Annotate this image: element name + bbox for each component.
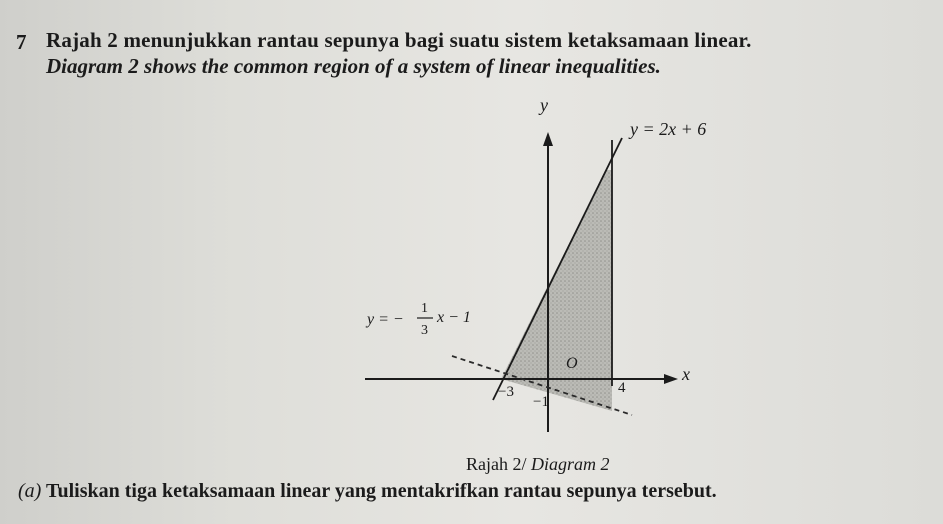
part-a: [18, 480, 717, 503]
diagram-caption: [466, 454, 610, 475]
line-1-label: y = 2x + 6: [630, 119, 707, 139]
y-axis-arrow: [543, 132, 553, 146]
line-2-fraction-denominator: 3: [421, 323, 428, 338]
question-text-english: Diagram 2 shows the common region of a system of linear inequalities.: [46, 54, 661, 78]
x-axis-arrow: [664, 374, 678, 384]
part-a-letter: (a): [18, 480, 42, 502]
caption-english: Diagram 2: [531, 454, 610, 474]
tick-label-x-negative: −3: [498, 384, 514, 400]
tick-label-x-positive: 4: [618, 380, 626, 396]
line-2-label-right: x − 1: [437, 309, 471, 326]
x-axis-label: x: [682, 364, 690, 384]
caption-malay: Rajah 2/: [466, 454, 527, 474]
origin-label: O: [566, 355, 578, 372]
line-2-label-left: y = −: [367, 311, 404, 328]
question-number: 7: [16, 30, 27, 54]
tick-label-y-negative: −1: [533, 394, 549, 410]
part-a-text: Tuliskan tiga ketaksamaan linear yang mentakrifkan rantau sepunya tersebut.: [45, 480, 717, 502]
question-text-malay: Rajah 2 menunjukkan rantau sepunya bagi suatu sistem ketaksamaan linear.: [46, 28, 752, 52]
shaded-common-region: [501, 170, 612, 411]
line-2-fraction-numerator: 1: [421, 301, 428, 316]
y-axis-label: y: [540, 95, 548, 115]
